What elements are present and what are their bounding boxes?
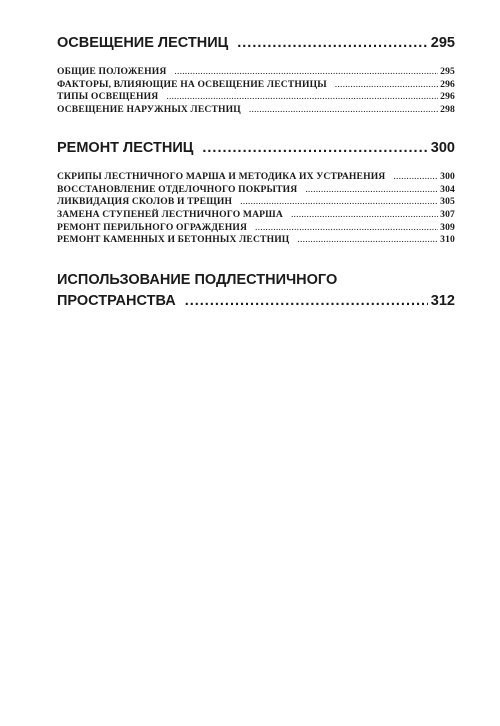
toc-section-entry[interactable] xyxy=(57,196,455,209)
toc-section-entry[interactable] xyxy=(57,171,455,184)
toc-section-list xyxy=(57,171,455,247)
section-title: РЕМОНТ ПЕРИЛЬНОГО ОГРАЖДЕНИЯ xyxy=(57,221,248,233)
dot-leader xyxy=(166,91,438,104)
toc-section-list xyxy=(57,66,455,117)
dot-leader xyxy=(240,196,438,209)
chapter-title-line2: ПРОСТРАНСТВА xyxy=(57,293,176,310)
toc-section-entry[interactable] xyxy=(57,184,455,197)
section-title: СКРИПЫ ЛЕСТНИЧНОГО МАРША И МЕТОДИКА ИХ УСТРАНЕНИЯ xyxy=(57,170,386,182)
dot-leader xyxy=(202,139,427,157)
section-title: ОСВЕЩЕНИЕ НАРУЖНЫХ ЛЕСТНИЦ xyxy=(57,104,241,116)
section-page-number: 296 xyxy=(440,91,455,103)
toc-chapter-entry[interactable] xyxy=(57,34,455,52)
section-title: ОБЩИЕ ПОЛОЖЕНИЯ xyxy=(57,66,167,77)
chapter-title-line1: ИСПОЛЬЗОВАНИЕ ПОДЛЕСТНИЧНОГО xyxy=(57,272,338,289)
chapter-page-number: 312 xyxy=(430,293,455,310)
section-title: ФАКТОРЫ, ВЛИЯЮЩИЕ НА ОСВЕЩЕНИЕ ЛЕСТНИЦЫ xyxy=(57,78,327,90)
chapter-page-number: 295 xyxy=(430,35,455,51)
toc-chapter-entry[interactable] xyxy=(57,139,455,157)
toc-section-entry[interactable] xyxy=(57,104,455,117)
section-title: ТИПЫ ОСВЕЩЕНИЯ xyxy=(57,91,159,103)
dot-leader xyxy=(291,209,438,222)
toc-chapter-entry[interactable] xyxy=(57,270,455,312)
spacer xyxy=(57,247,455,270)
dot-leader xyxy=(249,104,438,117)
section-page-number: 309 xyxy=(440,221,455,233)
section-title: ЗАМЕНА СТУПЕНЕЙ ЛЕСТНИЧНОГО МАРША xyxy=(57,208,283,220)
section-title: РЕМОНТ КАМЕННЫХ И БЕТОННЫХ ЛЕСТНИЦ xyxy=(57,234,290,246)
section-page-number: 296 xyxy=(440,78,455,90)
dot-leader xyxy=(174,66,438,79)
toc-section-entry[interactable] xyxy=(57,66,455,79)
section-page-number: 295 xyxy=(440,66,455,77)
section-page-number: 304 xyxy=(440,183,455,195)
section-page-number: 305 xyxy=(440,196,455,208)
section-title: ЛИКВИДАЦИЯ СКОЛОВ И ТРЕЩИН xyxy=(57,196,233,208)
section-page-number: 310 xyxy=(440,234,455,246)
toc-section-entry[interactable] xyxy=(57,234,455,247)
toc-section-entry[interactable] xyxy=(57,79,455,92)
section-page-number: 300 xyxy=(440,170,455,182)
spacer xyxy=(57,117,455,139)
chapter-title: РЕМОНТ ЛЕСТНИЦ xyxy=(57,139,194,156)
dot-leader xyxy=(237,34,428,52)
toc-section-entry[interactable] xyxy=(57,222,455,235)
dot-leader xyxy=(297,234,438,247)
toc-section-entry[interactable] xyxy=(57,209,455,222)
chapter-page-number: 300 xyxy=(430,139,455,156)
section-page-number: 298 xyxy=(440,104,455,116)
toc-section-entry[interactable] xyxy=(57,91,455,104)
dot-leader xyxy=(305,184,438,197)
dot-leader xyxy=(255,222,438,235)
section-title: ВОССТАНОВЛЕНИЕ ОТДЕЛОЧНОГО ПОКРЫТИЯ xyxy=(57,183,298,195)
chapter-title: ОСВЕЩЕНИЕ ЛЕСТНИЦ xyxy=(57,35,229,51)
dot-leader xyxy=(335,79,438,92)
table-of-contents xyxy=(57,34,455,312)
dot-leader xyxy=(185,291,428,312)
section-page-number: 307 xyxy=(440,208,455,220)
dot-leader xyxy=(393,171,438,184)
